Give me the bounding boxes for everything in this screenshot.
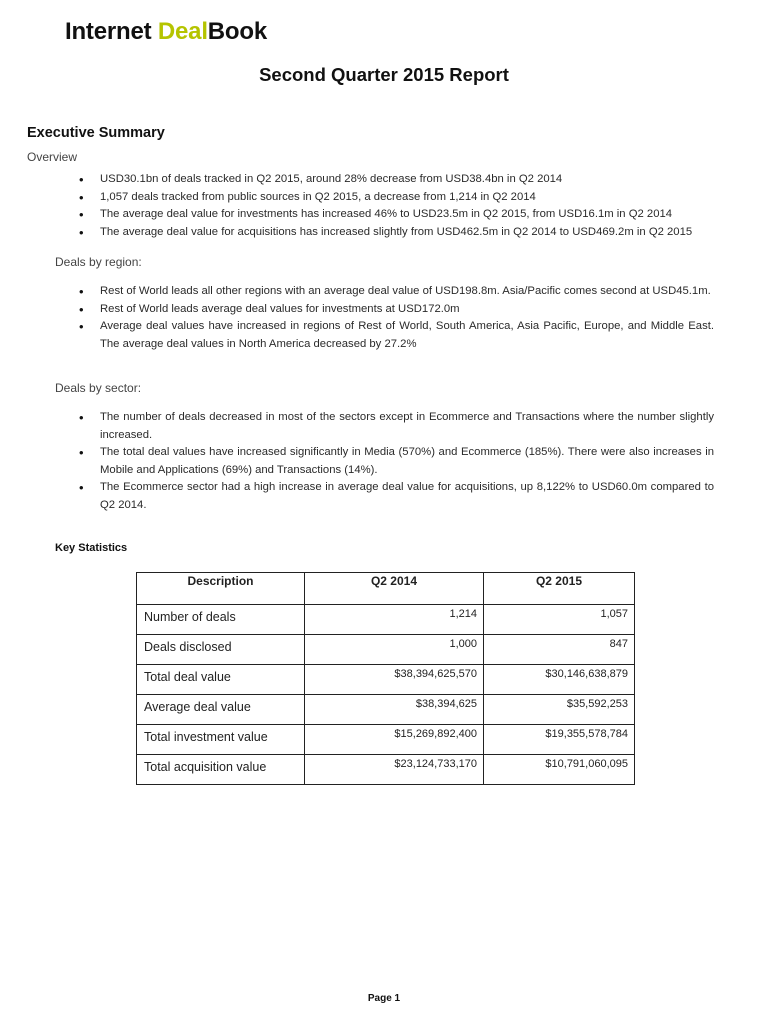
row-description: Average deal value xyxy=(137,695,305,725)
deals-by-sector-label: Deals by sector: xyxy=(55,381,142,395)
overview-label: Overview xyxy=(27,150,78,164)
value-q2-2014: $38,394,625,570 xyxy=(305,665,484,695)
logo-text-book: Book xyxy=(207,18,267,45)
value-q2-2014: 1,214 xyxy=(305,605,484,635)
value-q2-2015: $30,146,638,879 xyxy=(484,665,635,695)
row-description: Total acquisition value xyxy=(137,755,305,785)
region-item: • Average deal values have increased in regions of Rest of World, South America, Asia Pacific, Europe, and Middle East. The average deal values in North America decreased by 27.2% xyxy=(79,318,714,353)
value-q2-2014: $38,394,625 xyxy=(305,695,484,725)
overview-item: • 1,057 deals tracked from public sources in Q2 2015, a decrease from 1,214 in Q2 2014 xyxy=(79,189,719,207)
region-item: • Rest of World leads average deal values for investments at USD172.0m xyxy=(79,301,714,319)
region-item: • Rest of World leads all other regions with an average deal value of USD198.8m. Asia/Pacific comes second at USD45.1m. xyxy=(79,283,714,301)
key-statistics-table xyxy=(136,572,635,785)
overview-item: • USD30.1bn of deals tracked in Q2 2015, around 28% decrease from USD38.4bn in Q2 2014 xyxy=(79,171,719,189)
table-row xyxy=(137,755,635,785)
table-row xyxy=(137,725,635,755)
table-row xyxy=(137,695,635,725)
column-header-q2-2015: Q2 2015 xyxy=(484,573,635,605)
column-header-description: Description xyxy=(137,573,305,605)
value-q2-2015: $19,355,578,784 xyxy=(484,725,635,755)
internet-dealbook-logo xyxy=(65,18,267,46)
page-number: Page 1 xyxy=(367,993,401,1004)
overview-list xyxy=(79,171,719,241)
sector-item: • The Ecommerce sector had a high increase in average deal value for acquisitions, up 8,122% to USD60.0m compared to Q2 2014. xyxy=(79,479,714,514)
value-q2-2015: 847 xyxy=(484,635,635,665)
sector-item: • The total deal values have increased significantly in Media (570%) and Ecommerce (185%). There were also increases in Mobile and Applications (69%) and Transactions (14%). xyxy=(79,444,714,479)
value-q2-2015: $35,592,253 xyxy=(484,695,635,725)
report-title: Second Quarter 2015 Report xyxy=(259,64,509,85)
region-list xyxy=(79,283,714,353)
sector-list xyxy=(79,409,714,514)
deals-by-region-label: Deals by region: xyxy=(55,255,142,269)
table-row xyxy=(137,605,635,635)
column-header-q2-2014: Q2 2014 xyxy=(305,573,484,605)
sector-item: • The number of deals decreased in most of the sectors except in Ecommerce and Transactions where the number slightly increased. xyxy=(79,409,714,444)
table-row xyxy=(137,665,635,695)
table-row xyxy=(137,635,635,665)
value-q2-2014: 1,000 xyxy=(305,635,484,665)
row-description: Deals disclosed xyxy=(137,635,305,665)
logo-text-deal: Deal xyxy=(157,18,208,45)
value-q2-2015: 1,057 xyxy=(484,605,635,635)
key-statistics-heading: Key Statistics xyxy=(55,542,128,554)
row-description: Total investment value xyxy=(137,725,305,755)
overview-item: • The average deal value for acquisitions has increased slightly from USD462.5m in Q2 2014 to USD469.2m in Q2 2015 xyxy=(79,224,719,242)
executive-summary-heading: Executive Summary xyxy=(27,125,165,141)
row-description: Total deal value xyxy=(137,665,305,695)
table-header-row xyxy=(137,573,635,605)
logo-text-internet: Internet xyxy=(65,18,158,45)
value-q2-2014: $15,269,892,400 xyxy=(305,725,484,755)
value-q2-2015: $10,791,060,095 xyxy=(484,755,635,785)
row-description: Number of deals xyxy=(137,605,305,635)
overview-item: • The average deal value for investments has increased 46% to USD23.5m in Q2 2015, from USD16.1m in Q2 2014 xyxy=(79,206,719,224)
value-q2-2014: $23,124,733,170 xyxy=(305,755,484,785)
